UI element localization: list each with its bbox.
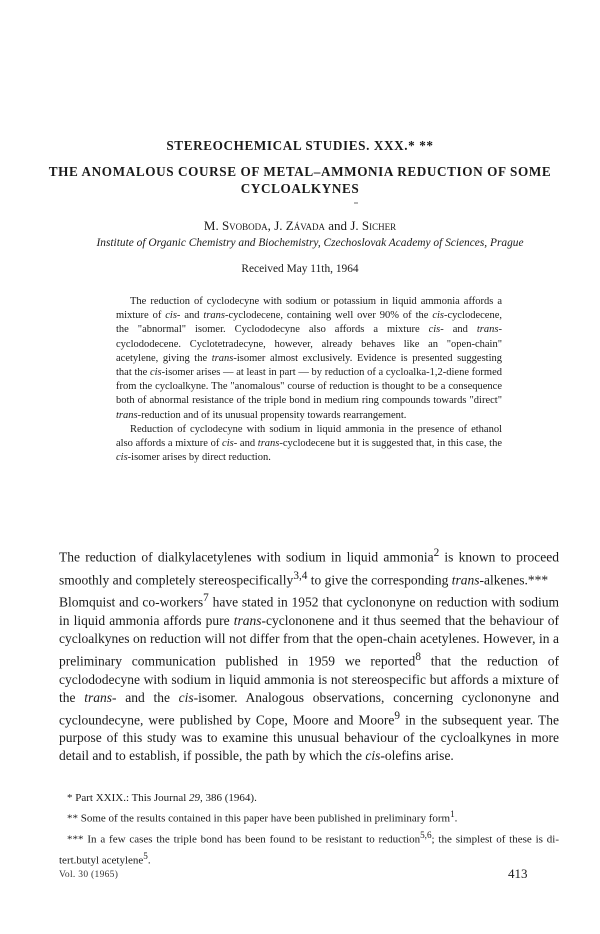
abstract-italic: trans- [476,324,502,336]
abstract-text: and [237,438,258,450]
citation-superscript: 1 [450,809,455,820]
abstract-text: and [180,310,204,322]
body-text-run: in the subsequent year. The purpose of this study was to examine this unusual behaviour of the cycloalkynes in more detail and to establish, if possible, the path by which the [59,712,559,764]
page-number: 413 [508,866,528,881]
author-list [0,218,600,234]
body-text-run: alkenes.*** [483,572,549,588]
footnote-2 [59,806,559,827]
body-italic: trans- [451,572,484,588]
abstract-italic: cis- [222,438,238,450]
citation-superscript: 2 [433,547,440,559]
body-paragraph-2 [59,589,559,765]
abstract-italic: trans- [257,438,283,450]
abstract-text: cyclododecene. Cyclotetradecyne, however, already behaves like an "open-chain" acetylene, giving the [116,338,502,364]
citation-superscript: 9 [394,709,401,722]
abstract-paragraph-1 [116,295,502,423]
footnote-3 [59,827,559,869]
body-text-run: The reduction of dialkylacetylenes with sodium in liquid ammonia [59,549,434,565]
abstract-italic: trans- [211,352,237,364]
abstract-italic: cis- [432,310,448,322]
author-3-initial: J. [350,218,359,233]
footnote-text: . [147,854,151,867]
abstract-text: isomer arises by direct reduction. [131,452,271,464]
abstract-italic: cis- [165,310,181,322]
footnote-text: * Part XXIX.: This Journal [67,792,190,804]
journal-volume: Vol. 30 (1965) [59,870,119,880]
citation-superscript: 7 [203,592,209,605]
abstract-text: Reduction of cyclodecyne with sodium in liquid ammonia in the presence of ethanol also affords a mixture of [116,423,502,450]
citation-superscript: 3,4 [293,569,308,582]
footnote-1 [59,790,559,806]
body-italic: cis- [178,689,199,705]
body-italic: trans- [84,689,117,705]
body-italic: cis- [365,748,385,764]
footnote-text: *** In a few cases the triple bond has been found to be resistant to reduction [67,833,421,846]
body-text-run: that the reduction of cyclododecyne with sodium in liquid ammonia is not stereospecific but affords a mixture of the [59,653,559,705]
citation-superscript: 8 [415,650,421,663]
abstract-italic: cis- [428,324,444,336]
footnote-text: ** Some of the results contained in this paper have been published in preliminary form [67,812,451,825]
body-text-run: is known to proceed smoothly and completely stereospecifically [59,549,560,588]
abstract [116,295,502,465]
body-text-run: to give the corresponding [307,572,452,588]
author-and: and [328,218,348,233]
footnote-text: . [454,812,458,825]
abstract-italic: trans- [203,310,229,322]
abstract-text: cyclodecene, the "abnormal" isomer. Cyclododecyne also affords a mixture [116,310,502,336]
body-text-run: cyclononene and it thus seemed that the behaviour of cycloalkynes on reduction will not differ from that the open-chain acetylenes. However, in a preliminary communication published in 1959 we reported [59,612,559,669]
abstract-text: and [443,324,477,336]
abstract-text: isomer arises — at least in part — by reduction of a cycloalka-1,2-diene formed from the cycloalkyne. The "anomalous" course of reduction is thought to be a consequence both of abnormal resistance of the triple bond in medium ring compounds towards "direct" [116,367,502,407]
body-paragraph-1 [59,544,559,589]
abstract-text: The reduction of cyclodecyne with sodium or potassium in liquid ammonia affords a mixture of [116,296,502,322]
body-text-run: have stated in 1952 that cyclononyne on reduction with sodium in liquid ammonia affords pure [59,594,559,628]
author-2-name: Závada [285,218,326,233]
footnote-text: 386 (1964). [202,792,257,804]
footnote-italic: 29, [189,792,203,804]
abstract-text: reduction and of its unusual propensity towards rearrangement. [141,409,407,421]
author-1-name: Svoboda, [221,218,271,233]
abstract-italic: cis- [116,452,132,464]
body-text-run: olefins arise. [384,748,454,764]
abstract-text: isomer almost exclusively. Evidence is presented suggesting that the [116,352,502,379]
article-title-line1: STEREOCHEMICAL STUDIES. XXX.* ** [166,138,434,153]
author-1-initial: M. [203,218,219,233]
body-italic: trans- [233,612,266,628]
abstract-text: cyclodecene but it is suggested that, in this case, the [282,438,502,450]
footnotes [59,790,559,869]
abstract-italic: trans- [116,409,142,421]
affiliation: Institute of Organic Chemistry and Biochemistry, Czechoslovak Academy of Sciences, Prague [96,237,524,249]
abstract-italic: cis- [149,367,166,379]
body-text [59,544,559,766]
body-text-run: and the [116,689,179,705]
citation-superscript: 5 [143,851,148,862]
author-2-initial: J. [274,218,283,233]
author-3-name: Sicher [361,218,397,233]
abstract-text: cyclodecene, containing well over 90% of the [228,310,433,322]
article-title-line2: THE ANOMALOUS COURSE OF METAL–AMMONIA REDUCTION OF SOME CYCLOALKYNES [48,164,552,196]
abstract-paragraph-2 [116,423,502,466]
citation-superscript: 5,6 [420,830,432,841]
body-text-run: Blomquist and co-workers [59,594,204,610]
body-text-run: isomer. Analogous observations, concerning cyclononyne and cycloundecyne, were published by Cope, Moore and Moore [59,689,559,728]
received-date: Received May 11th, 1964 [241,263,359,275]
footnote-text: ; the simplest of these is di-tert.butyl acetylene [59,833,559,867]
print-speck [354,202,358,204]
